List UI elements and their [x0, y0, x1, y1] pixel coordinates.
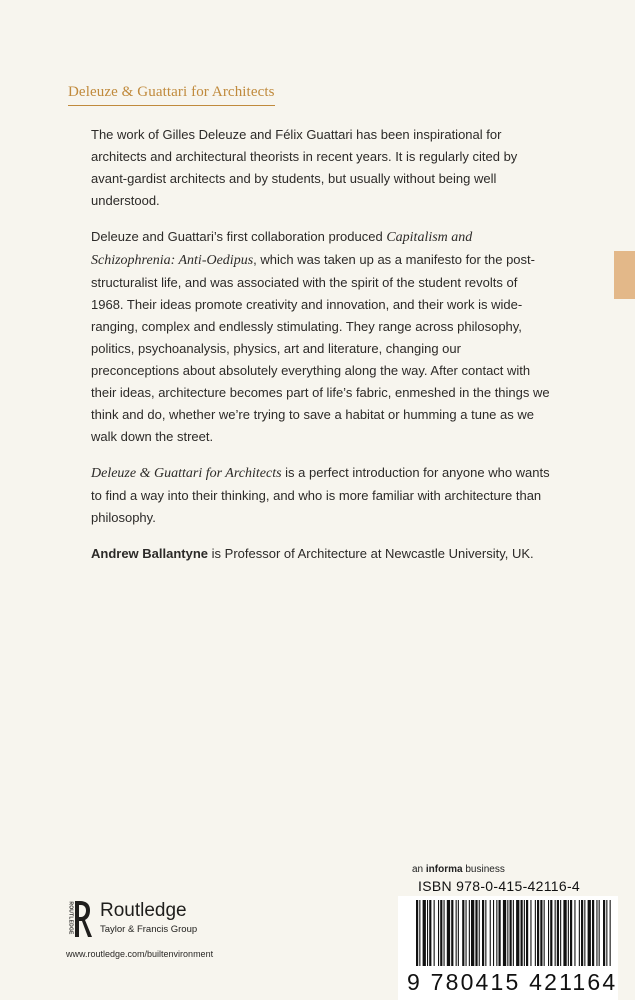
- barcode-bar: [451, 900, 453, 966]
- paragraph-collaboration-rest: , which was taken up as a manifesto for the post-structuralist life, and was associated with the spirit of the student revolts of 1968. Their ideas promote creativity and innovation, and their work is wide-ranging, complex and endlessly stimulating. They range across philosophy, politics, psychoanalysis, physics, art and literature, changing our preconceptions about absolutely everything along the way. After contact with their ideas, architecture becomes part of life’s fabric, enmeshed in the things we think and do, whether we’re trying to save a habitat or humming a tune as we walk down the street.: [91, 252, 550, 444]
- barcode-bar: [588, 900, 591, 966]
- author-bio-rest: is Professor of Architecture at Newcastle University, UK.: [208, 546, 534, 561]
- publisher-block: [66, 897, 197, 943]
- barcode-bar: [507, 900, 508, 966]
- publisher-url: www.routledge.com/builtenvironment: [66, 949, 214, 959]
- author-name: Andrew Ballantyne: [91, 546, 209, 561]
- barcode-bar: [456, 900, 457, 966]
- barcode-bar: [475, 900, 477, 966]
- barcode-bar: [438, 900, 439, 966]
- paragraph-introduction-rest: is a perfect introduction for anyone who wants to find a way into their thinking, and who is more familiar with architecture than philosophy.: [91, 465, 550, 525]
- barcode-bar: [416, 900, 418, 966]
- routledge-logo-icon: [66, 897, 92, 943]
- publisher-text: [100, 897, 197, 935]
- paragraph-collaboration-lead: Deleuze and Guattari’s first collaboration produced: [91, 229, 387, 244]
- informa-suffix: business: [462, 864, 505, 875]
- author-bio: [91, 543, 551, 565]
- publisher-group: Taylor & Francis Group: [100, 924, 198, 935]
- barcode-bars: [416, 900, 612, 968]
- barcode-bar: [496, 900, 497, 966]
- barcode-bar: [581, 900, 583, 966]
- logo-text: ROUTLEDGE: [68, 901, 75, 935]
- barcode-bar: [592, 900, 594, 966]
- barcode-bar: [466, 900, 467, 966]
- informa-brand: informa: [425, 864, 463, 875]
- paragraph-intro: The work of Gilles Deleuze and Félix Guattari has been inspirational for architects and architectural theorists in recent years. It is regularly cited by avant-gardist architects and by students, but usually without being well understood.: [91, 127, 518, 208]
- book-title-inline: Deleuze & Guattari for Architects: [91, 466, 282, 481]
- publisher-name: Routledge: [100, 900, 187, 921]
- barcode-bar: [579, 900, 580, 966]
- barcode-bar: [555, 900, 556, 966]
- barcode-bar: [434, 900, 435, 966]
- blurb: [91, 124, 551, 579]
- barcode-bar: [610, 900, 611, 966]
- barcode-bar: [535, 900, 536, 966]
- barcode-bar: [574, 900, 575, 966]
- barcode-bar: [560, 900, 561, 966]
- barcode-bar: [471, 900, 474, 966]
- barcode-bar: [557, 900, 559, 966]
- paragraph-introduction: [91, 462, 551, 529]
- informa-prefix: an: [412, 864, 426, 875]
- barcode-bar: [419, 900, 420, 966]
- barcode-bar: [596, 900, 597, 966]
- logo-vertical-text: [68, 897, 74, 939]
- barcode-bar: [599, 900, 600, 966]
- barcode-bar: [550, 900, 552, 966]
- barcode-bar: [584, 900, 585, 966]
- barcode-bar: [482, 900, 484, 966]
- barcode-bar: [563, 900, 566, 966]
- anti-oedipus-title: Capitalism and Schizophrenia: Anti-Oedipus: [91, 230, 473, 268]
- barcode-digits: 9 780415 421164: [407, 969, 618, 995]
- barcode-bar: [440, 900, 442, 966]
- barcode-bar: [606, 900, 607, 966]
- barcode-bar: [444, 900, 445, 966]
- barcode-bar: [537, 900, 539, 966]
- barcode-bar: [423, 900, 426, 966]
- barcode-bar: [490, 900, 491, 966]
- barcode-bar: [462, 900, 464, 966]
- barcode-bar: [521, 900, 523, 966]
- paragraph-collaboration: [91, 226, 551, 448]
- barcode-bar: [544, 900, 545, 966]
- barcode-bar: [447, 900, 450, 966]
- barcode-bar: [568, 900, 569, 966]
- barcode-bar: [513, 900, 514, 966]
- barcode: [398, 896, 618, 1000]
- barcode-bar: [516, 900, 519, 966]
- barcode-bar: [485, 900, 486, 966]
- edge-tab-marker: [614, 251, 635, 299]
- series-title: Deleuze & Guattari for Architects: [68, 84, 275, 106]
- barcode-bar: [458, 900, 459, 966]
- barcode-bar: [526, 900, 528, 966]
- isbn-number: ISBN 978-0-415-42116-4: [418, 878, 580, 894]
- informa-tagline: [412, 864, 505, 875]
- barcode-bar: [469, 900, 470, 966]
- barcode-bar: [503, 900, 506, 966]
- barcode-bar: [603, 900, 605, 966]
- barcode-bar: [524, 900, 525, 966]
- barcode-bar: [530, 900, 531, 966]
- barcode-bar: [570, 900, 572, 966]
- barcode-bar: [427, 900, 428, 966]
- barcode-bar: [548, 900, 549, 966]
- barcode-bar: [479, 900, 480, 966]
- barcode-bar: [493, 900, 494, 966]
- barcode-bar: [510, 900, 512, 966]
- barcode-bar: [499, 900, 501, 966]
- barcode-bar: [429, 900, 431, 966]
- barcode-bar: [540, 900, 542, 966]
